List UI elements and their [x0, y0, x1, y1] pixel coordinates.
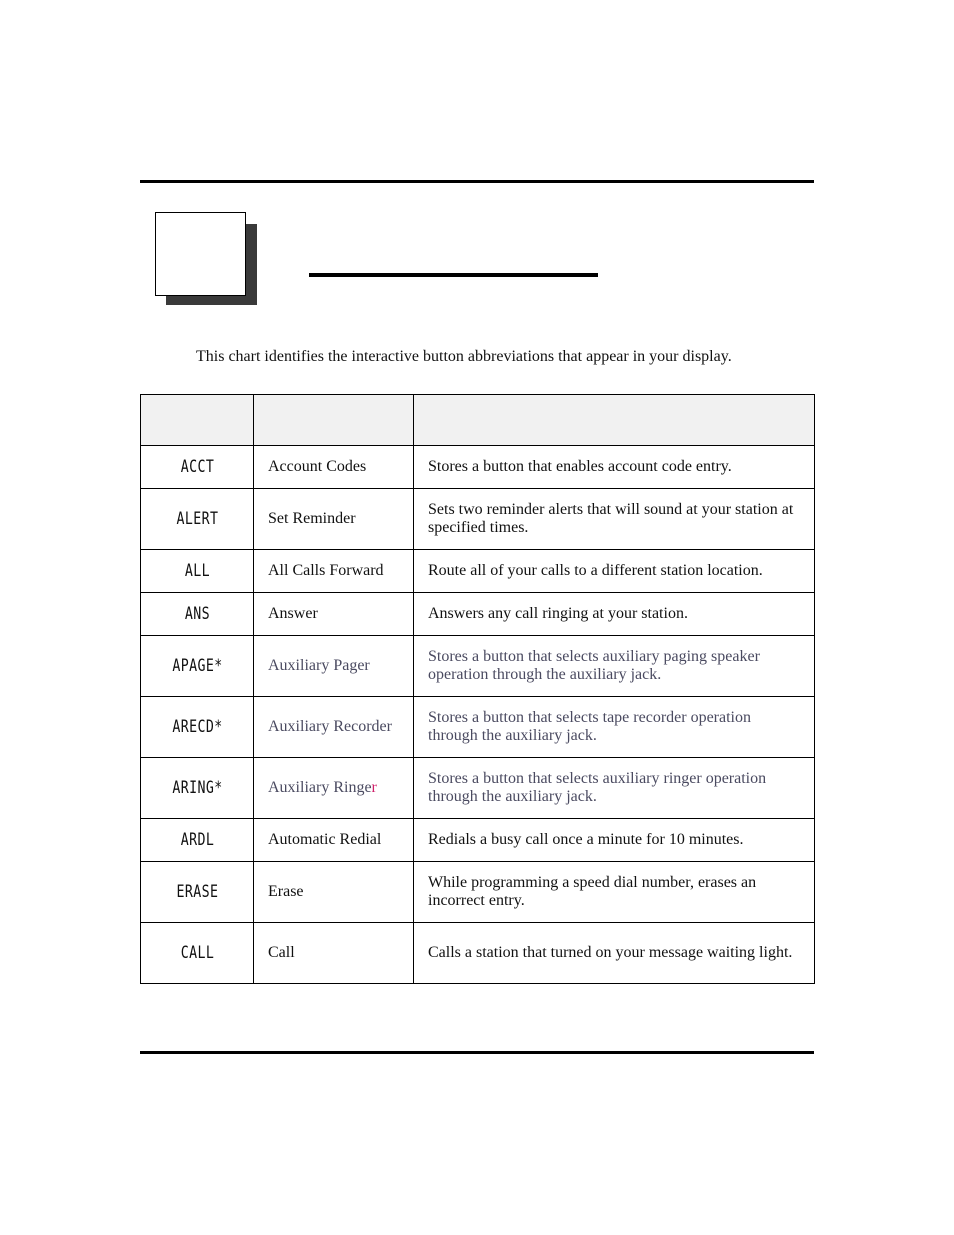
feature-name-accent-letter: r [371, 779, 377, 796]
description-cell: Sets two reminder alerts that will sound at your station at specified times. [414, 489, 815, 550]
abbreviation-cell: ALL [153, 550, 241, 593]
table-row [141, 446, 815, 489]
feature-name-cell: Erase [254, 862, 414, 923]
feature-name-cell: Answer [254, 593, 414, 636]
description-cell: Calls a station that turned on your message waiting light. [414, 923, 815, 984]
description-cell: Answers any call ringing at your station. [414, 593, 815, 636]
table-row [141, 636, 815, 697]
feature-name-cell: Automatic Redial [254, 819, 414, 862]
table-row [141, 489, 815, 550]
abbreviation-cell: ANS [153, 593, 241, 636]
header-abbreviation [141, 395, 254, 446]
feature-name-cell: Account Codes [254, 446, 414, 489]
description-cell: Route all of your calls to a different station location. [414, 550, 815, 593]
table-row [141, 593, 815, 636]
table-row [141, 862, 815, 923]
feature-name-cell: All Calls Forward [254, 550, 414, 593]
feature-name-text: Auxiliary Ringe [268, 779, 372, 796]
intro-paragraph: This chart identifies the interactive button abbreviations that appear in your display. [196, 348, 732, 365]
feature-name-cell: Call [254, 923, 414, 984]
header-description [414, 395, 815, 446]
feature-name-cell [254, 758, 414, 819]
abbreviation-cell: ALERT [153, 489, 241, 550]
description-cell: Stores a button that selects auxiliary paging speaker operation through the auxiliary jack. [414, 636, 815, 697]
abbreviation-table [140, 394, 815, 984]
description-cell: Stores a button that enables account code entry. [414, 446, 815, 489]
description-cell: Redials a busy call once a minute for 10 minutes. [414, 819, 815, 862]
header-feature [254, 395, 414, 446]
description-cell: Stores a button that selects tape recorder operation through the auxiliary jack. [414, 697, 815, 758]
table-row [141, 550, 815, 593]
top-rule [140, 180, 814, 183]
table-row [141, 758, 815, 819]
abbreviation-cell: ARDL [153, 819, 241, 862]
feature-name-cell: Auxiliary Recorder [254, 697, 414, 758]
title-underline [309, 273, 598, 277]
table-row [141, 819, 815, 862]
description-cell: Stores a button that selects auxiliary ringer operation through the auxiliary jack. [414, 758, 815, 819]
table-row [141, 923, 815, 984]
feature-name-cell: Auxiliary Pager [254, 636, 414, 697]
abbreviation-cell: ARECD* [153, 697, 241, 758]
feature-name-cell: Set Reminder [254, 489, 414, 550]
abbreviation-cell: ACCT [153, 446, 241, 489]
table-row [141, 697, 815, 758]
abbreviation-cell: CALL [153, 923, 241, 984]
bottom-rule [140, 1051, 814, 1054]
abbreviation-cell: ARING* [153, 758, 241, 819]
abbreviation-cell: ERASE [153, 862, 241, 923]
table-header-row [141, 395, 815, 446]
abbreviation-cell: APAGE* [153, 636, 241, 697]
chapter-tab [155, 212, 246, 296]
description-cell: While programming a speed dial number, erases an incorrect entry. [414, 862, 815, 923]
